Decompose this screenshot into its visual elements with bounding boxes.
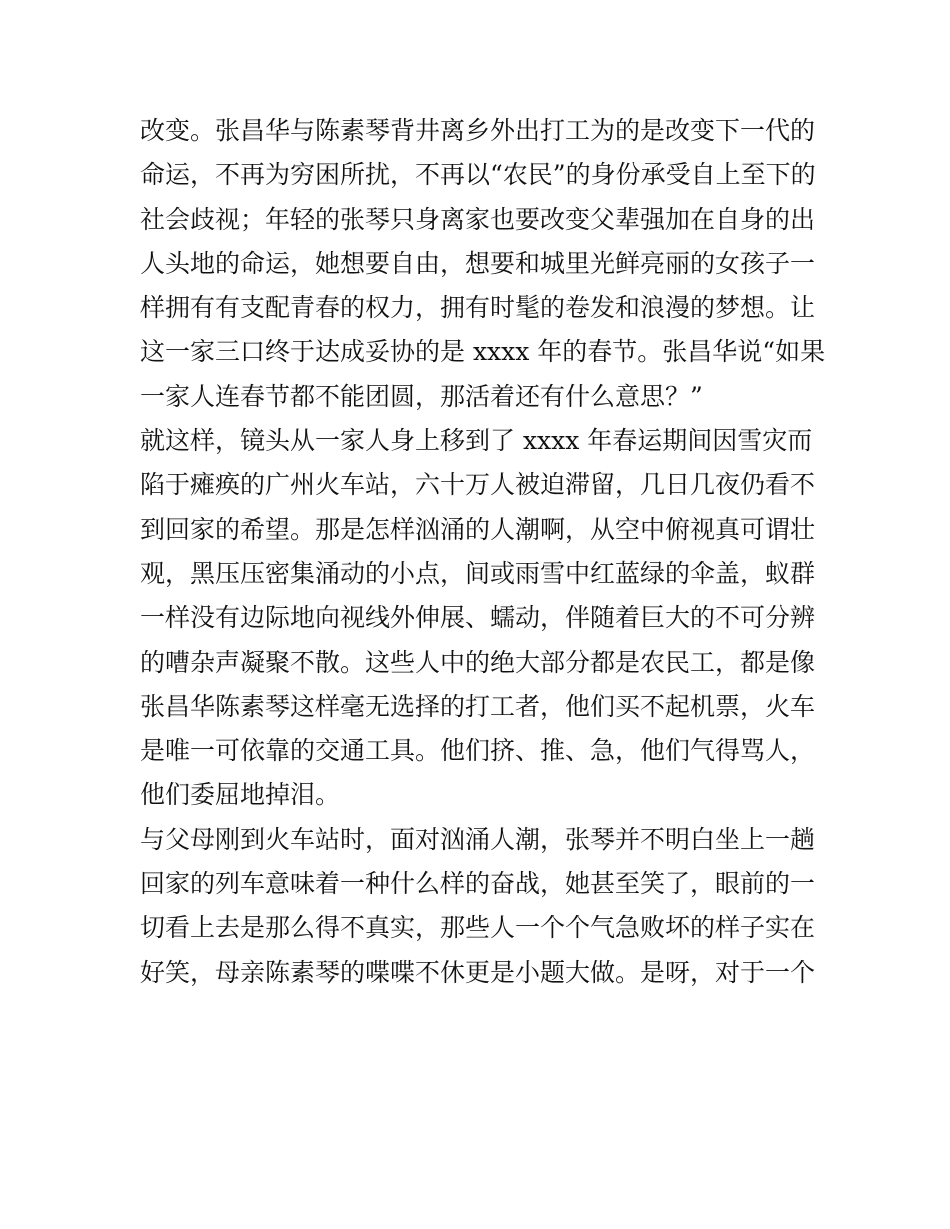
text-line-9: 陷于瘫痪的广州火车站，六十万人被迫滞留，几日几夜仍看不 [140,470,816,500]
text-line-12: 一样没有边际地向视线外伸展、蠕动，伴随着巨大的不可分辨 [140,603,816,633]
text-line-14: 张昌华陈素琴这样毫无选择的打工者，他们买不起机票，火车 [140,691,816,721]
text-line-20: 好笑，母亲陈素琴的喋喋不休更是小题大做。是呀，对于一个 [140,957,816,987]
text-line-7: 一家人连春节都不能团圆，那活着还有什么意思？” [140,381,703,411]
text-line-18: 回家的列车意味着一种什么样的奋战，她甚至笑了，眼前的一 [140,869,816,899]
text-line-5: 样拥有有支配青春的权力，拥有时髦的卷发和浪漫的梦想。让 [140,293,816,323]
text-line-13: 的嘈杂声凝聚不散。这些人中的绝大部分都是农民工，都是像 [140,647,816,677]
text-line-10: 到回家的希望。那是怎样汹涌的人潮啊，从空中俯视真可谓壮 [140,514,816,544]
text-line-15: 是唯一可依靠的交通工具。他们挤、推、急，他们气得骂人， [140,736,816,766]
text-line-17: 与父母刚到火车站时，面对汹涌人潮，张琴并不明白坐上一趟 [140,824,816,854]
text-line-8: 就这样，镜头从一家人身上移到了 xxxx 年春运期间因雪灾而 [140,426,813,456]
text-line-2: 命运，不再为穷困所扰，不再以“农民”的身份承受自上至下的 [140,160,816,190]
body-text [140,109,826,995]
text-line-6: 这一家三口终于达成妥协的是 xxxx 年的春节。张昌华说“如果 [140,337,826,367]
text-line-19: 切看上去是那么得不真实，那些人一个个气急败坏的样子实在 [140,913,816,943]
text-line-3: 社会歧视；年轻的张琴只身离家也要改变父辈强加在自身的出 [140,204,816,234]
text-line-1: 改变。张昌华与陈素琴背井离乡外出打工为的是改变下一代的 [140,116,816,145]
text-line-16: 他们委屈地掉泪。 [140,780,341,810]
text-line-11: 观，黑压压密集涌动的小点，间或雨雪中红蓝绿的伞盖，蚁群 [140,558,816,588]
text-line-4: 人头地的命运，她想要自由，想要和城里光鲜亮丽的女孩子一 [140,248,816,278]
